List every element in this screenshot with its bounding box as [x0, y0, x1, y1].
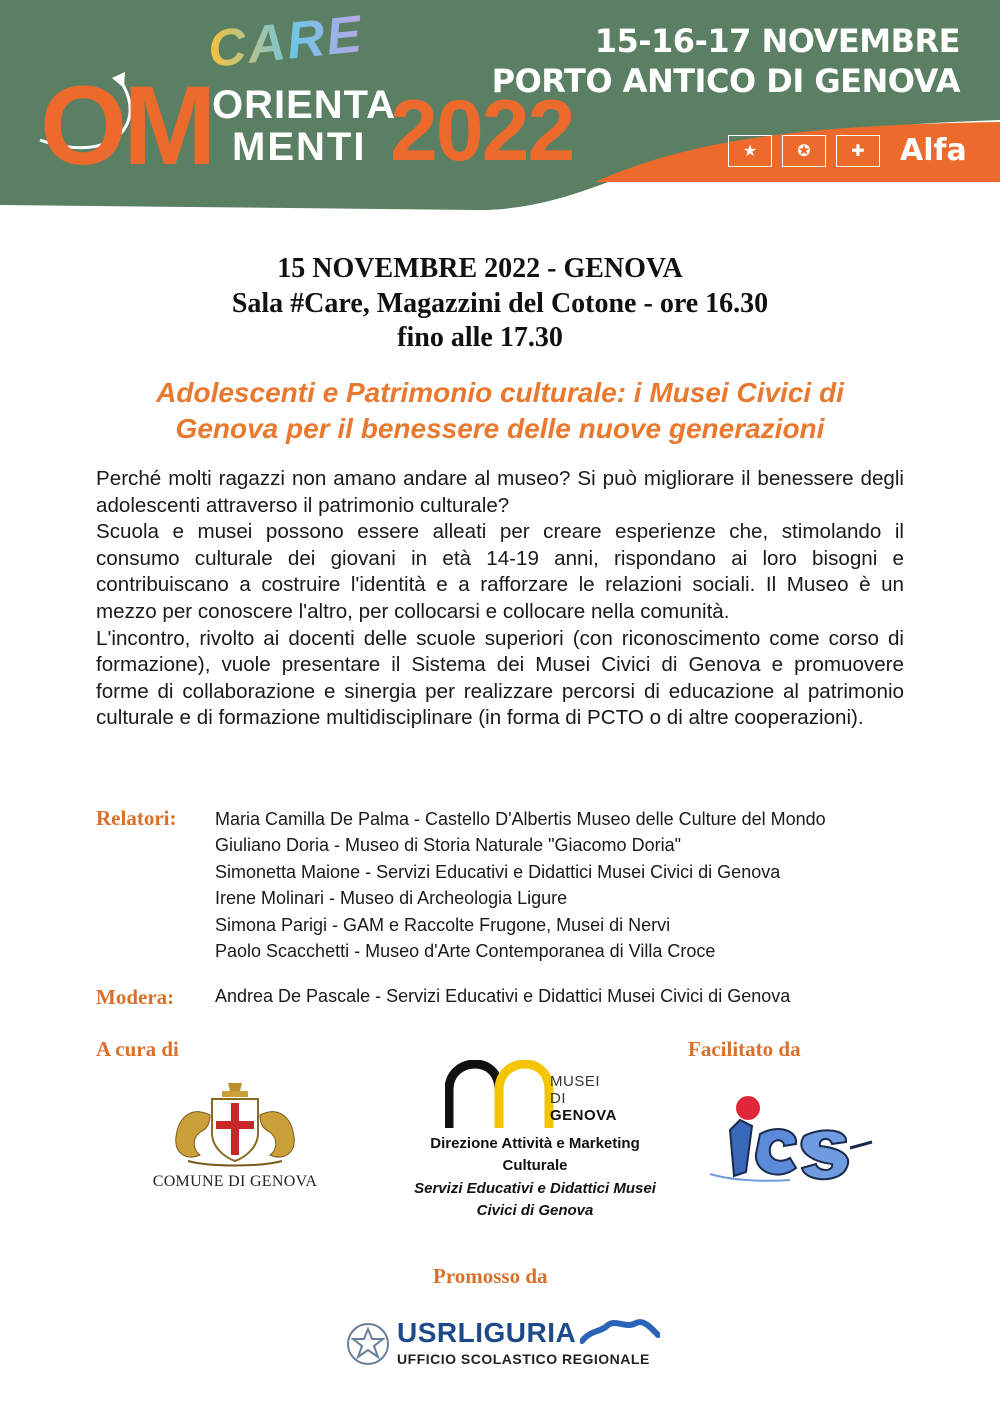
- modera-label: Modera:: [96, 985, 175, 1009]
- logo-om-text: OM: [40, 63, 213, 188]
- list-item: Irene Molinari - Museo di Archeologia Ligure: [215, 888, 568, 909]
- musei-direzione: Direzione Attività e Marketing Culturale: [430, 1135, 640, 1174]
- header-sponsor-logos: [728, 133, 967, 168]
- promosso-da-label: Promosso da: [433, 1264, 548, 1288]
- ics-graffiti-icon: [700, 1090, 880, 1200]
- facilitato-da-label: Facilitato da: [688, 1037, 801, 1061]
- list-item: Paolo Scacchetti - Museo d'Arte Contemporanea di Villa Croce: [215, 941, 716, 962]
- liguria-map-icon: [580, 1315, 660, 1345]
- header-dates: 15-16-17 NOVEMBRE: [594, 22, 960, 60]
- logo-orienta-text: ORIENTA: [212, 83, 397, 127]
- event-description: [96, 466, 904, 732]
- list-item: Simonetta Maione - Servizi Educativi e Didattici Musei Civici di Genova: [215, 861, 781, 882]
- usr-liguria-logo: [345, 1315, 665, 1375]
- ics-logo: [700, 1090, 880, 1200]
- musei-servizi: Servizi Educativi e Didattici Musei Civici di Genova: [414, 1180, 656, 1219]
- eu-flag-icon: ★: [728, 135, 772, 167]
- musei-name-line: DI: [550, 1090, 566, 1107]
- speakers-list: [215, 806, 826, 964]
- musei-name-line: GENOVA: [550, 1107, 617, 1124]
- liguria-region-emblem-icon: ✚: [836, 135, 880, 167]
- musei-di-genova-logo: [400, 1060, 670, 1225]
- event-venue: Sala #Care, Magazzini del Cotone - ore 16.30: [231, 288, 769, 319]
- a-cura-di-label: A cura di: [96, 1037, 179, 1061]
- logo-care-text: CARE: [205, 5, 366, 79]
- relatori-label: Relatori:: [96, 806, 177, 830]
- list-item: Maria Camilla De Palma - Castello D'Albertis Museo delle Culture del Mondo: [215, 809, 826, 829]
- comune-name: COMUNE DI GENOVA: [152, 1173, 318, 1190]
- event-title-line1: Adolescenti e Patrimonio culturale: i Musei Civici di: [156, 377, 844, 408]
- alfa-logo: Alfa: [900, 133, 967, 168]
- logo-menti-text: MENTI: [232, 125, 367, 169]
- header-banner: [0, 0, 1000, 215]
- usr-title: USRLIGURIA: [397, 1317, 577, 1348]
- comune-di-genova-logo: [140, 1075, 330, 1195]
- list-item: Simona Parigi - GAM e Raccolte Frugone, Musei di Nervi: [215, 914, 671, 935]
- italian-republic-emblem-icon: [345, 1319, 391, 1369]
- moderator-name: Andrea De Pascale - Servizi Educativi e Didattici Musei Civici di Genova: [215, 986, 791, 1006]
- description-paragraph: Perché molti ragazzi non amano andare al museo? Si può migliorare il benessere degli adolescenti attraverso il patrimonio culturale?: [96, 467, 904, 517]
- musei-name: [550, 1073, 617, 1124]
- description-paragraph: Scuola e musei possono essere alleati per creare esperienze che, stimolando il consumo culturale dei giovani in età 14-19 anni, rispondano ai loro bisogni e contribuiscano a costruire l'identità e a rafforzare le relazioni sociali. Il Museo è un mezzo per conoscere l'altro, per collocarsi e collocare nella comunità.: [96, 520, 904, 623]
- musei-name-line: MUSEI: [550, 1073, 601, 1090]
- italian-republic-emblem-icon: ✪: [782, 135, 826, 167]
- description-paragraph: L'incontro, rivolto ai docenti delle scuole superiori (con riconoscimento come corso di formazione), vuole presentare il Sistema dei Musei Civici di Genova e promuovere forme di collaborazione e sinergia per realizzare percorsi di educazione al patrimonio culturale e di formazione multidisciplinare (in forma di PCTO o di altre cooperazioni).: [96, 626, 904, 730]
- event-end-time: fino alle 17.30: [397, 322, 563, 353]
- usr-subtitle: UFFICIO SCOLASTICO REGIONALE: [397, 1351, 650, 1367]
- header-place: PORTO ANTICO DI GENOVA: [491, 62, 960, 100]
- logo-year-text: 2022: [390, 83, 574, 179]
- event-title: [80, 375, 920, 447]
- list-item: Giuliano Doria - Museo di Storia Naturale "Giacomo Doria": [215, 835, 681, 856]
- genova-coat-of-arms-icon: [140, 1075, 330, 1170]
- event-title-line2: Genova per il benessere delle nuove generazioni: [175, 413, 825, 444]
- event-date: 15 NOVEMBRE 2022 - GENOVA: [277, 253, 683, 284]
